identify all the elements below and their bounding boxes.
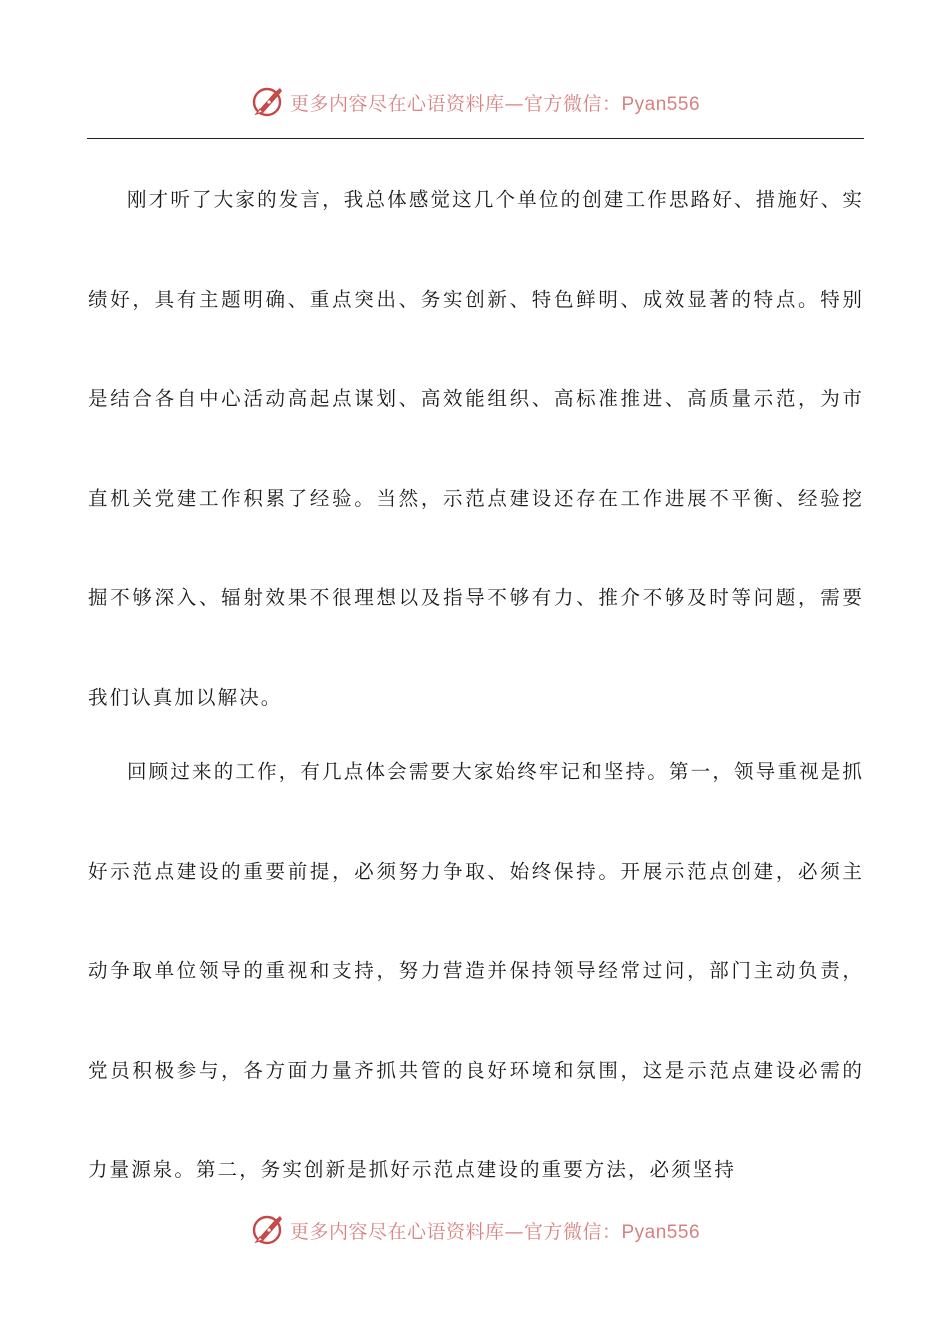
header-banner bbox=[0, 80, 950, 124]
document-body bbox=[88, 150, 864, 1220]
banner-text bbox=[290, 89, 700, 116]
pen-nib-circle-icon bbox=[250, 84, 286, 120]
pen-nib-circle-icon bbox=[250, 1212, 286, 1248]
banner-text bbox=[290, 1217, 700, 1244]
banner-main-text: 更多内容尽在心语资料库—官方微信： bbox=[289, 92, 622, 115]
banner-wechat-id: Pyan556 bbox=[621, 93, 701, 115]
paragraph-1: 刚才听了大家的发言，我总体感觉这几个单位的创建工作思路好、措施好、实绩好，具有主题明确、重点突出、务实创新、特色鲜明、成效显著的特点。特别是结合各自中心活动高起点谋划、高效能组织、高标准推进、高质量示范，为市直机关党建工作积累了经验。当然，示范点建设还存在工作进展不平衡、经验挖掘不够深入、辐射效果不很理想以及指导不够有力、推介不够及时等问题，需要我们认真加以解决。 bbox=[88, 188, 864, 709]
banner-wechat-id: Pyan556 bbox=[621, 1221, 701, 1243]
footer-banner bbox=[0, 1208, 950, 1252]
paragraph-2: 回顾过来的工作，有几点体会需要大家始终牢记和坚持。第一，领导重视是抓好示范点建设的重要前提，必须努力争取、始终保持。开展示范点创建，必须主动争取单位领导的重视和支持，努力营造并保持领导经常过问，部门主动负责，党员积极参与，各方面力量齐抓共管的良好环境和氛围，这是示范点建设必需的力量源泉。第二，务实创新是抓好示范点建设的重要方法，必须坚持 bbox=[88, 760, 864, 1181]
banner-main-text: 更多内容尽在心语资料库—官方微信： bbox=[289, 1220, 622, 1243]
header-divider bbox=[87, 138, 864, 139]
